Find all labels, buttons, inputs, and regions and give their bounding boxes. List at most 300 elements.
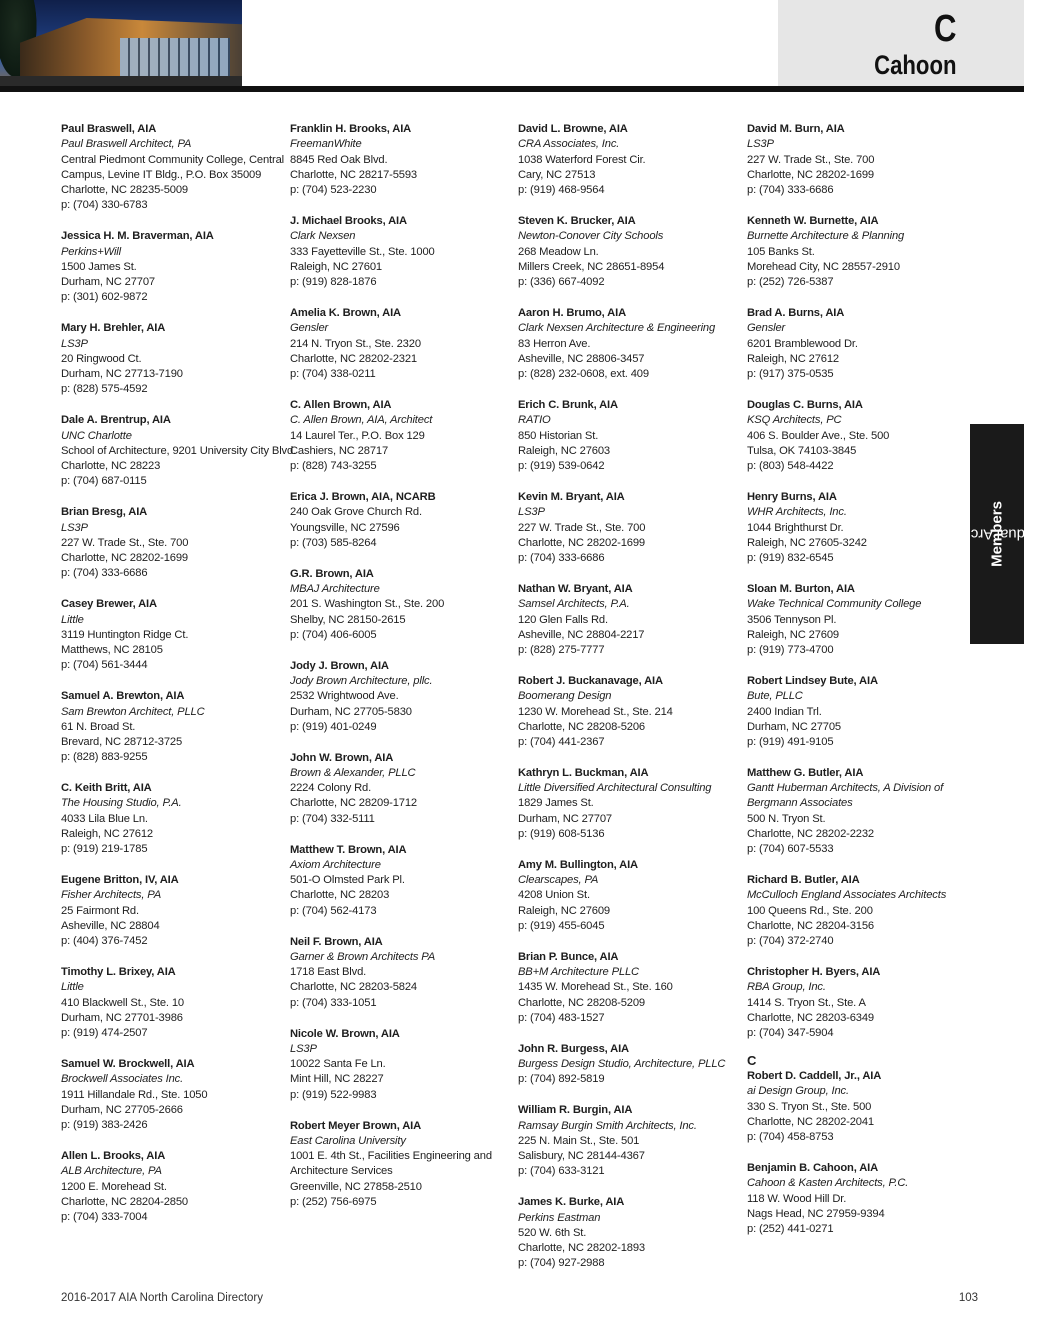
member-firm: Brockwell Associates Inc. [61, 1073, 184, 1086]
member-name: Robert Lindsey Bute, AIA [747, 674, 878, 687]
directory-column-4 [747, 122, 973, 1253]
member-address-line: Matthews, NC 28105 [61, 644, 163, 657]
member-address-line: 214 N. Tryon St., Ste. 2320 [290, 337, 421, 350]
member-entry [290, 306, 516, 382]
member-address-line: Raleigh, NC 27609 [518, 904, 610, 917]
member-firm: Brown & Alexander, PLLC [290, 766, 416, 779]
member-address-line: Cashiers, NC 28717 [290, 444, 389, 457]
member-phone: p: (919) 773-4700 [747, 644, 834, 657]
member-address-line: 105 Banks St. [747, 245, 815, 258]
directory-column-2 [290, 122, 516, 1226]
member-name: Samuel W. Brockwell, AIA [61, 1058, 195, 1071]
member-address-line: 1718 East Blvd. [290, 966, 367, 979]
member-name: Christopher H. Byers, AIA [747, 966, 881, 979]
member-address-line: Durham, NC 27705-5830 [290, 705, 412, 718]
member-name: Jody J. Brown, AIA [290, 659, 389, 672]
member-address-line: 14 Laurel Ter., P.O. Box 129 [290, 429, 425, 442]
member-address-line: 850 Historian St. [518, 429, 599, 442]
member-address-line: Asheville, NC 28806-3457 [518, 352, 645, 365]
member-entry [61, 122, 287, 214]
member-phone: p: (252) 726-5387 [747, 276, 834, 289]
directory-column-1 [61, 122, 297, 1241]
member-entry [61, 1149, 287, 1225]
member-name: Samuel A. Brewton, AIA [61, 690, 185, 703]
member-phone: p: (704) 333-1051 [290, 996, 377, 1009]
member-firm: Boomerang Design [518, 690, 612, 703]
member-name: Robert D. Caddell, Jr., AIA [747, 1070, 882, 1083]
member-address-line: 10022 Santa Fe Ln. [290, 1058, 386, 1071]
member-firm: C. Allen Brown, AIA, Architect [290, 414, 433, 427]
member-address-line: Architecture Services [290, 1165, 393, 1178]
member-name: Erich C. Brunk, AIA [518, 398, 618, 411]
member-phone: p: (252) 441-0271 [747, 1223, 834, 1236]
member-firm: LS3P [747, 138, 774, 151]
member-address-line: Youngsville, NC 27596 [290, 521, 400, 534]
member-phone: p: (704) 333-6686 [518, 552, 605, 565]
member-phone: p: (252) 756-6975 [290, 1196, 377, 1209]
member-entry [61, 413, 297, 489]
member-entry [747, 122, 973, 198]
member-address-line: 201 S. Washington St., Ste. 200 [290, 598, 445, 611]
member-firm: LS3P [290, 1042, 317, 1055]
member-address-line: Charlotte, NC 28202-2321 [290, 352, 418, 365]
member-address-line: Brevard, NC 28712-3725 [61, 736, 183, 749]
member-address-line: Salisbury, NC 28144-4367 [518, 1150, 645, 1163]
member-firm: UNC Charlotte [61, 429, 132, 442]
member-address-line: Greenville, NC 27858-2510 [290, 1180, 422, 1193]
member-entry [518, 1042, 744, 1088]
member-address-line: Raleigh, NC 27601 [290, 260, 382, 273]
member-name: Casey Brewer, AIA [61, 598, 157, 611]
member-entry [290, 398, 516, 474]
member-address-line: 4208 Union St. [518, 889, 590, 902]
member-address-line: Charlotte, NC 28208-5209 [518, 996, 646, 1009]
member-phone: p: (919) 468-9564 [518, 184, 605, 197]
member-address-line: Charlotte, NC 28208-5206 [518, 720, 646, 733]
member-firm: LS3P [61, 521, 88, 534]
member-address-line: 20 Ringwood Ct. [61, 352, 142, 365]
member-firm: Paul Braswell Architect, PA [61, 138, 192, 151]
member-address-line: School of Architecture, 9201 University City Blvd. [61, 444, 297, 457]
member-phone: p: (919) 383-2426 [61, 1119, 148, 1132]
side-tab-emphasis: Members [988, 501, 1006, 567]
side-tab [934, 424, 1060, 644]
member-firm: Wake Technical Community College [747, 598, 922, 611]
member-address-line: 100 Queens Rd., Ste. 200 [747, 904, 873, 917]
member-firm: Perkins+Will [61, 245, 121, 258]
member-address-line: Cary, NC 27513 [518, 168, 596, 181]
member-entry [747, 1053, 973, 1145]
member-address-line: 333 Fayetteville St., Ste. 1000 [290, 245, 435, 258]
member-entry [747, 306, 973, 382]
member-address-line: Charlotte, NC 28217-5593 [290, 168, 418, 181]
member-address-line: Charlotte, NC 28202-1893 [518, 1242, 646, 1255]
member-phone: p: (704) 562-4173 [290, 904, 377, 917]
member-firm: Bute, PLLC [747, 690, 803, 703]
member-phone: p: (301) 602-9872 [61, 291, 148, 304]
member-phone: p: (703) 585-8264 [290, 536, 377, 549]
member-phone: p: (704) 892-5819 [518, 1073, 605, 1086]
footer-publication: 2016-2017 AIA North Carolina Directory [61, 1292, 263, 1304]
member-phone: p: (704) 523-2230 [290, 184, 377, 197]
member-entry [61, 689, 287, 765]
member-address-line: Millers Creek, NC 28651-8954 [518, 260, 665, 273]
member-entry [290, 1119, 516, 1211]
member-name: David L. Browne, AIA [518, 123, 628, 135]
member-phone: p: (704) 338-0211 [290, 368, 376, 381]
member-address-line: 410 Blackwell St., Ste. 10 [61, 996, 184, 1009]
member-entry [61, 781, 287, 857]
member-name: Henry Burns, AIA [747, 490, 837, 503]
member-entry [518, 490, 744, 566]
member-address-line: 2532 Wrightwood Ave. [290, 690, 399, 703]
member-address-line: Durham, NC 27701-3986 [61, 1012, 183, 1025]
member-address-line: Charlotte, NC 28223 [61, 460, 161, 473]
member-address-line: 330 S. Tryon St., Ste. 500 [747, 1100, 872, 1113]
member-entry [61, 965, 287, 1041]
member-entry [518, 674, 744, 750]
member-entry [747, 873, 973, 949]
member-name: Amelia K. Brown, AIA [290, 306, 401, 319]
member-name: Matthew T. Brown, AIA [290, 843, 407, 856]
member-name: Allen L. Brooks, AIA [61, 1150, 166, 1163]
member-firm: LS3P [518, 506, 545, 519]
member-firm: Clark Nexsen [290, 230, 356, 243]
member-firm: Bergmann Associates [747, 797, 853, 810]
side-tab-prefix: Individual Architect [934, 525, 1060, 543]
member-firm: The Housing Studio, P.A. [61, 797, 182, 810]
member-firm: Sam Brewton Architect, PLLC [61, 705, 205, 718]
member-name: Brad A. Burns, AIA [747, 306, 845, 319]
member-phone: p: (704) 332-5111 [290, 812, 375, 825]
member-address-line: 240 Oak Grove Church Rd. [290, 506, 422, 519]
member-phone: p: (919) 608-5136 [518, 828, 605, 841]
member-entry [747, 214, 973, 290]
member-address-line: 501-O Olmsted Park Pl. [290, 874, 405, 887]
member-phone: p: (919) 401-0249 [290, 720, 377, 733]
member-address-line: 1435 W. Morehead St., Ste. 160 [518, 981, 673, 994]
member-address-line: 61 N. Broad St. [61, 720, 136, 733]
member-entry [518, 306, 744, 382]
member-firm: LS3P [61, 337, 88, 350]
member-address-line: 1911 Hillandale Rd., Ste. 1050 [61, 1088, 208, 1101]
member-name: John R. Burgess, AIA [518, 1042, 629, 1055]
member-firm: Gantt Huberman Architects, A Division of [747, 782, 944, 795]
member-firm: Cahoon & Kasten Architects, P.C. [747, 1177, 909, 1190]
member-address-line: Charlotte, NC 28203 [290, 889, 390, 902]
member-name: Paul Braswell, AIA [61, 123, 157, 135]
member-name: Jessica H. M. Braverman, AIA [61, 230, 214, 243]
member-firm: Gensler [747, 322, 786, 335]
member-firm: Burgess Design Studio, Architecture, PLLC [518, 1058, 726, 1071]
member-firm: ai Design Group, Inc. [747, 1085, 849, 1098]
member-entry [518, 122, 744, 198]
member-address-line: Asheville, NC 28804 [61, 920, 160, 933]
member-address-line: 8845 Red Oak Blvd. [290, 153, 388, 166]
member-address-line: Nags Head, NC 27959-9394 [747, 1208, 885, 1221]
member-address-line: 25 Fairmont Rd. [61, 904, 139, 917]
member-address-line: 1044 Brighthurst Dr. [747, 521, 844, 534]
member-address-line: Charlotte, NC 28202-1699 [518, 536, 646, 549]
member-address-line: Charlotte, NC 28202-2041 [747, 1116, 875, 1129]
member-address-line: Tulsa, OK 74103-3845 [747, 444, 857, 457]
member-firm: Jody Brown Architecture, pllc. [290, 674, 433, 687]
member-entry [61, 229, 287, 305]
member-name: Neil F. Brown, AIA [290, 935, 383, 948]
member-entry [290, 490, 516, 551]
member-name: Eugene Britton, IV, AIA [61, 874, 179, 887]
member-address-line: Charlotte, NC 28202-1699 [747, 168, 875, 181]
member-firm: Little [61, 981, 84, 994]
member-firm: RBA Group, Inc. [747, 981, 826, 994]
member-name: Douglas C. Burns, AIA [747, 398, 863, 411]
member-phone: p: (919) 491-9105 [747, 736, 834, 749]
member-name: John W. Brown, AIA [290, 751, 394, 764]
member-phone: p: (704) 441-2367 [518, 736, 605, 749]
member-address-line: 520 W. 6th St. [518, 1226, 587, 1239]
member-entry [290, 567, 516, 643]
member-phone: p: (704) 330-6783 [61, 199, 148, 212]
member-phone: p: (704) 333-7004 [61, 1211, 148, 1224]
member-address-line: Raleigh, NC 27605-3242 [747, 536, 867, 549]
header-rule [0, 86, 1024, 92]
member-name: Kenneth W. Burnette, AIA [747, 214, 879, 227]
member-address-line: 83 Herron Ave. [518, 337, 591, 350]
member-address-line: Central Piedmont Community College, Central [61, 153, 284, 166]
member-firm: Gensler [290, 322, 329, 335]
member-phone: p: (404) 376-7452 [61, 935, 148, 948]
member-entry [290, 214, 516, 290]
member-address-line: Raleigh, NC 27603 [518, 444, 610, 457]
member-firm: Little [61, 613, 84, 626]
member-address-line: Charlotte, NC 28202-1699 [61, 552, 189, 565]
member-address-line: Raleigh, NC 27612 [61, 828, 153, 841]
member-address-line: 1001 E. 4th St., Facilities Engineering and [290, 1150, 492, 1163]
member-phone: p: (704) 633-3121 [518, 1165, 605, 1178]
member-address-line: 2224 Colony Rd. [290, 782, 372, 795]
member-entry [61, 321, 287, 397]
member-name: Timothy L. Brixey, AIA [61, 966, 176, 979]
member-phone: p: (704) 372-2740 [747, 935, 834, 948]
member-address-line: Charlotte, NC 28204-3156 [747, 920, 875, 933]
member-address-line: 1230 W. Morehead St., Ste. 214 [518, 705, 673, 718]
member-firm: Newton-Conover City Schools [518, 230, 664, 243]
member-address-line: 225 N. Main St., Ste. 501 [518, 1134, 640, 1147]
member-address-line: Raleigh, NC 27609 [747, 628, 839, 641]
member-address-line: 118 W. Wood Hill Dr. [747, 1192, 847, 1205]
member-name: G.R. Brown, AIA [290, 567, 374, 580]
member-address-line: 1829 James St. [518, 797, 594, 810]
member-firm: Fisher Architects, PA [61, 889, 162, 902]
member-name: Brian P. Bunce, AIA [518, 950, 619, 963]
section-last-name: Cahoon [873, 50, 956, 80]
member-address-line: 227 W. Trade St., Ste. 700 [61, 536, 189, 549]
member-phone: p: (919) 219-1785 [61, 843, 148, 856]
member-entry [518, 858, 744, 934]
member-entry [747, 674, 973, 750]
member-name: C. Keith Britt, AIA [61, 782, 152, 795]
member-entry [518, 214, 744, 290]
member-phone: p: (704) 458-8753 [747, 1131, 834, 1144]
member-firm: Clark Nexsen Architecture & Engineering [518, 322, 716, 335]
member-entry [747, 965, 973, 1041]
member-firm: East Carolina University [290, 1134, 406, 1147]
section-heading: C [747, 1053, 757, 1069]
member-firm: Perkins Eastman [518, 1211, 601, 1224]
member-address-line: Charlotte, NC 28203-5824 [290, 981, 418, 994]
member-phone: p: (828) 275-7777 [518, 644, 605, 657]
member-name: Robert Meyer Brown, AIA [290, 1119, 422, 1132]
member-entry [61, 873, 287, 949]
member-phone: p: (704) 333-6686 [747, 184, 834, 197]
member-name: Brian Bresg, AIA [61, 506, 148, 519]
member-address-line: Raleigh, NC 27612 [747, 352, 839, 365]
member-entry [290, 843, 516, 919]
member-entry [290, 935, 516, 1011]
member-entry [518, 1195, 744, 1271]
member-firm: Axiom Architecture [290, 858, 381, 871]
member-name: Richard B. Butler, AIA [747, 874, 860, 887]
member-name: Matthew G. Butler, AIA [747, 766, 864, 779]
member-name: Robert J. Buckanavage, AIA [518, 674, 663, 687]
member-entry [518, 1103, 744, 1179]
member-name: Kathryn L. Buckman, AIA [518, 766, 649, 779]
member-name: Kevin M. Bryant, AIA [518, 490, 625, 503]
member-name: Mary H. Brehler, AIA [61, 322, 166, 335]
member-entry [518, 766, 744, 842]
member-phone: p: (828) 575-4592 [61, 383, 148, 396]
member-entry [518, 582, 744, 658]
member-address-line: Charlotte, NC 28202-2232 [747, 828, 875, 841]
member-name: J. Michael Brooks, AIA [290, 214, 407, 227]
member-address-line: Durham, NC 27707 [518, 812, 612, 825]
member-address-line: Charlotte, NC 28209-1712 [290, 797, 418, 810]
member-address-line: 500 N. Tryon St. [747, 812, 826, 825]
member-entry [290, 659, 516, 735]
member-entry [747, 1161, 973, 1237]
member-address-line: 6201 Bramblewood Dr. [747, 337, 858, 350]
member-address-line: 3506 Tennyson Pl. [747, 613, 837, 626]
member-entry [61, 1057, 287, 1133]
member-firm: RATIO [518, 414, 551, 427]
section-header-panel [778, 0, 1024, 86]
member-phone: p: (803) 548-4422 [747, 460, 834, 473]
member-name: C. Allen Brown, AIA [290, 398, 392, 411]
member-address-line: 4033 Lila Blue Ln. [61, 812, 148, 825]
member-entry [518, 950, 744, 1026]
member-entry [747, 766, 973, 858]
member-phone: p: (919) 474-2507 [61, 1027, 148, 1040]
directory-column-3 [518, 122, 744, 1287]
member-phone: p: (704) 927-2988 [518, 1257, 605, 1270]
member-phone: p: (336) 667-4092 [518, 276, 605, 289]
member-phone: p: (704) 561-3444 [61, 659, 148, 672]
member-firm: Little Diversified Architectural Consulting [518, 782, 712, 795]
member-phone: p: (704) 607-5533 [747, 843, 834, 856]
member-address-line: Durham, NC 27705 [747, 720, 841, 733]
member-address-line: 1500 James St. [61, 260, 137, 273]
member-entry [61, 597, 287, 673]
member-name: William R. Burgin, AIA [518, 1104, 633, 1117]
member-address-line: Durham, NC 27707 [61, 276, 155, 289]
member-firm: Garner & Brown Architects PA [290, 950, 436, 963]
member-firm: ALB Architecture, PA [61, 1165, 162, 1178]
member-address-line: 1038 Waterford Forest Cir. [518, 153, 646, 166]
member-address-line: Asheville, NC 28804-2217 [518, 628, 645, 641]
member-firm: BB+M Architecture PLLC [518, 966, 639, 979]
member-entry [290, 1027, 516, 1103]
member-name: Nicole W. Brown, AIA [290, 1027, 400, 1040]
member-name: Steven K. Brucker, AIA [518, 214, 636, 227]
member-phone: p: (919) 828-1876 [290, 276, 377, 289]
member-address-line: Durham, NC 27705-2666 [61, 1104, 183, 1117]
member-phone: p: (704) 333-6686 [61, 567, 148, 580]
member-phone: p: (919) 455-6045 [518, 920, 605, 933]
member-address-line: Morehead City, NC 28557-2910 [747, 260, 900, 273]
section-letter: C [933, 8, 956, 50]
member-phone: p: (919) 539-0642 [518, 460, 605, 473]
member-entry [518, 398, 744, 474]
member-name: Dale A. Brentrup, AIA [61, 414, 171, 427]
member-address-line: 227 W. Trade St., Ste. 700 [747, 153, 875, 166]
member-phone: p: (828) 232-0608, ext. 409 [518, 368, 649, 381]
member-firm: WHR Architects, Inc. [747, 506, 847, 519]
header-building-photo [0, 0, 242, 86]
member-address-line: 1414 S. Tryon St., Ste. A [747, 996, 866, 1009]
member-firm: KSQ Architects, PC [747, 414, 842, 427]
member-name: Erica J. Brown, AIA, NCARB [290, 490, 436, 503]
member-firm: CRA Associates, Inc. [518, 138, 620, 151]
member-address-line: 227 W. Trade St., Ste. 700 [518, 521, 646, 534]
member-entry [747, 398, 973, 474]
member-firm: Samsel Architects, P.A. [518, 598, 630, 611]
member-phone: p: (919) 522-9983 [290, 1088, 377, 1101]
member-name: Aaron H. Brumo, AIA [518, 306, 626, 319]
member-phone: p: (704) 347-5904 [747, 1027, 834, 1040]
member-name: Benjamin B. Cahoon, AIA [747, 1162, 879, 1175]
member-name: Franklin H. Brooks, AIA [290, 123, 412, 135]
member-address-line: 120 Glen Falls Rd. [518, 613, 608, 626]
member-phone: p: (704) 406-6005 [290, 628, 377, 641]
member-phone: p: (917) 375-0535 [747, 368, 834, 381]
member-name: James K. Burke, AIA [518, 1196, 625, 1209]
member-entry [747, 490, 973, 566]
page-number: 103 [958, 1292, 978, 1304]
member-name: David M. Burn, AIA [747, 123, 845, 135]
member-address-line: Charlotte, NC 28204-2850 [61, 1196, 189, 1209]
member-firm: Burnette Architecture & Planning [747, 230, 905, 243]
member-address-line: Mint Hill, NC 28227 [290, 1073, 384, 1086]
member-address-line: 268 Meadow Ln. [518, 245, 599, 258]
member-name: Nathan W. Bryant, AIA [518, 582, 633, 595]
member-entry [290, 751, 516, 827]
member-address-line: Durham, NC 27713-7190 [61, 368, 183, 381]
member-firm: MBAJ Architecture [290, 582, 380, 595]
member-phone: p: (704) 483-1527 [518, 1012, 605, 1025]
member-address-line: 2400 Indian Trl. [747, 705, 822, 718]
member-address-line: Shelby, NC 28150-2615 [290, 613, 406, 626]
member-firm: McCulloch England Associates Architects [747, 889, 947, 902]
member-address-line: 1200 E. Morehead St. [61, 1180, 167, 1193]
member-phone: p: (828) 743-3255 [290, 460, 377, 473]
member-address-line: Charlotte, NC 28235-5009 [61, 184, 189, 197]
member-name: Amy M. Bullington, AIA [518, 858, 638, 871]
member-firm: FreemanWhite [290, 138, 362, 151]
member-entry [747, 582, 973, 658]
member-phone: p: (828) 883-9255 [61, 751, 148, 764]
member-firm: Clearscapes, PA [518, 874, 599, 887]
member-phone: p: (919) 832-6545 [747, 552, 834, 565]
